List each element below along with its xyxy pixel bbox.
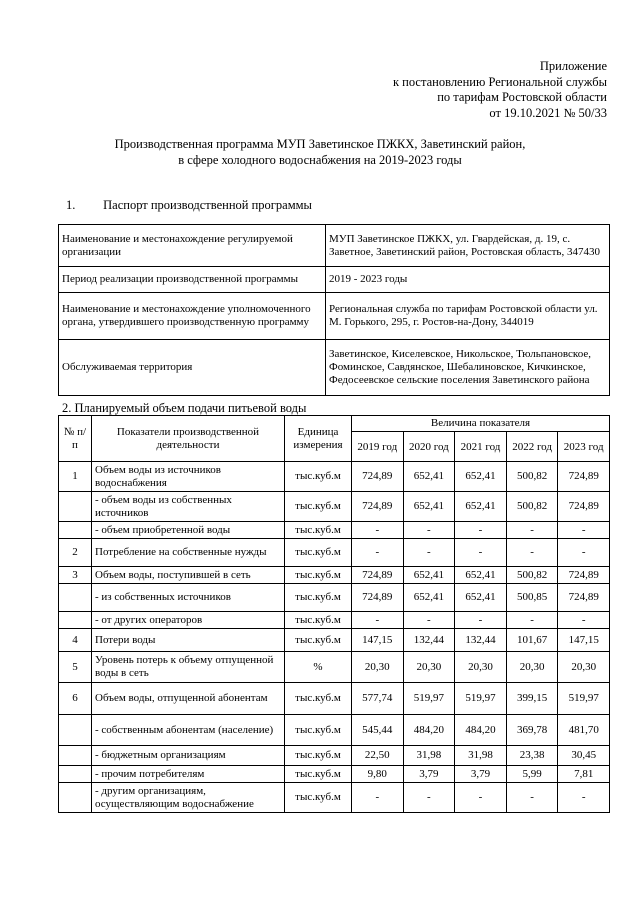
row-value: - <box>403 522 455 539</box>
row-unit: тыс.куб.м <box>285 492 352 522</box>
row-label: - от других операторов <box>92 612 285 629</box>
row-label: - другим организациям, осуществляющим водоснабжение <box>92 783 285 813</box>
row-num: 4 <box>59 629 92 652</box>
annex-line: по тарифам Ростовской области <box>437 90 607 104</box>
row-num <box>59 715 92 746</box>
row-num <box>59 746 92 766</box>
row-value: 5,99 <box>506 766 558 783</box>
passport-key: Наименование и местонахождение регулируемой организации <box>59 225 326 267</box>
row-value: 481,70 <box>558 715 610 746</box>
row-value: 500,82 <box>506 567 558 584</box>
row-value: 724,89 <box>558 492 610 522</box>
header-year: 2020 год <box>403 432 455 462</box>
row-value: 484,20 <box>403 715 455 746</box>
row-value: 652,41 <box>403 462 455 492</box>
row-unit: тыс.куб.м <box>285 683 352 715</box>
row-value: - <box>455 783 507 813</box>
annex-line: Приложение <box>539 59 607 73</box>
table-row <box>59 584 610 612</box>
passport-row <box>59 340 610 396</box>
row-value: 545,44 <box>352 715 404 746</box>
row-num <box>59 766 92 783</box>
annex-block <box>393 59 607 121</box>
row-label: Объем воды, поступившей в сеть <box>92 567 285 584</box>
passport-value: МУП Заветинское ПЖКХ, ул. Гвардейская, д. 19, с. Заветное, Заветинский район, Ростовская область, 347430 <box>326 225 610 267</box>
row-value: 369,78 <box>506 715 558 746</box>
row-value: - <box>352 522 404 539</box>
row-label: - объем воды из собственных источников <box>92 492 285 522</box>
row-value: 20,30 <box>506 652 558 683</box>
row-value: 484,20 <box>455 715 507 746</box>
row-value: 147,15 <box>352 629 404 652</box>
row-value: 724,89 <box>558 567 610 584</box>
table-row <box>59 539 610 567</box>
row-value: 132,44 <box>455 629 507 652</box>
row-label: - прочим потребителям <box>92 766 285 783</box>
row-num: 3 <box>59 567 92 584</box>
passport-value: Заветинское, Киселевское, Никольское, Тюльпановское, Фоминское, Савдянское, Шебалиновское, Кичкинское, Федосеевское сельские поселения Заветинского района <box>326 340 610 396</box>
row-unit: тыс.куб.м <box>285 715 352 746</box>
passport-row <box>59 267 610 293</box>
row-value: 20,30 <box>455 652 507 683</box>
row-value: 519,97 <box>558 683 610 715</box>
row-value: 101,67 <box>506 629 558 652</box>
header-year: 2021 год <box>455 432 507 462</box>
title-line: Производственная программа МУП Заветинское ПЖКХ, Заветинский район, <box>114 137 526 151</box>
row-label: Уровень потерь к объему отпущенной воды в сеть <box>92 652 285 683</box>
row-value: 3,79 <box>455 766 507 783</box>
row-num: 5 <box>59 652 92 683</box>
header-group: Величина показателя <box>352 416 610 432</box>
row-value: - <box>352 612 404 629</box>
row-num <box>59 612 92 629</box>
passport-row <box>59 293 610 340</box>
table-row <box>59 652 610 683</box>
header-year: 2023 год <box>558 432 610 462</box>
section-1-label: Паспорт производственной программы <box>103 198 312 212</box>
row-value: 399,15 <box>506 683 558 715</box>
passport-key: Наименование и местонахождение уполномоченного органа, утвердившего производственную программу <box>59 293 326 340</box>
row-label: Потребление на собственные нужды <box>92 539 285 567</box>
row-value: 22,50 <box>352 746 404 766</box>
annex-line: от 19.10.2021 № 50/33 <box>489 105 607 120</box>
row-unit: тыс.куб.м <box>285 629 352 652</box>
table-row <box>59 783 610 813</box>
header-num: № п/п <box>59 416 92 462</box>
row-value: 652,41 <box>403 492 455 522</box>
row-value: 31,98 <box>455 746 507 766</box>
row-value: 147,15 <box>558 629 610 652</box>
row-num: 6 <box>59 683 92 715</box>
row-num <box>59 584 92 612</box>
row-value: - <box>403 612 455 629</box>
row-label: Потери воды <box>92 629 285 652</box>
row-value: 132,44 <box>403 629 455 652</box>
table-row <box>59 567 610 584</box>
title-line: в сфере холодного водоснабжения на 2019-2023 годы <box>178 152 462 167</box>
row-num: 1 <box>59 462 92 492</box>
row-unit: % <box>285 652 352 683</box>
row-value: 724,89 <box>352 492 404 522</box>
row-value: 31,98 <box>403 746 455 766</box>
table-row <box>59 612 610 629</box>
row-value: 20,30 <box>558 652 610 683</box>
passport-row <box>59 225 610 267</box>
table-row <box>59 683 610 715</box>
row-value: 724,89 <box>352 462 404 492</box>
row-unit: тыс.куб.м <box>285 746 352 766</box>
row-unit: тыс.куб.м <box>285 522 352 539</box>
row-value: - <box>558 783 610 813</box>
row-label: - бюджетным организациям <box>92 746 285 766</box>
row-unit: тыс.куб.м <box>285 539 352 567</box>
row-value: 20,30 <box>403 652 455 683</box>
row-value: 7,81 <box>558 766 610 783</box>
row-value: - <box>352 783 404 813</box>
passport-table <box>58 224 610 396</box>
row-value: - <box>558 612 610 629</box>
header-year: 2022 год <box>506 432 558 462</box>
row-value: - <box>558 539 610 567</box>
row-unit: тыс.куб.м <box>285 766 352 783</box>
row-value: - <box>403 783 455 813</box>
row-label: Объем воды из источников водоснабжения <box>92 462 285 492</box>
row-value: 652,41 <box>455 567 507 584</box>
row-value: 3,79 <box>403 766 455 783</box>
row-value: 20,30 <box>352 652 404 683</box>
row-value: 724,89 <box>558 462 610 492</box>
row-value: 652,41 <box>403 584 455 612</box>
table-row <box>59 766 610 783</box>
passport-key: Период реализации производственной программы <box>59 267 326 293</box>
table-row <box>59 715 610 746</box>
row-unit: тыс.куб.м <box>285 783 352 813</box>
row-value: 724,89 <box>352 567 404 584</box>
row-label: - собственным абонентам (население) <box>92 715 285 746</box>
passport-value: Региональная служба по тарифам Ростовской области ул. М. Горького, 295, г. Ростов-на-Дону, 344019 <box>326 293 610 340</box>
row-value: 519,97 <box>455 683 507 715</box>
row-value: - <box>403 539 455 567</box>
row-value: 652,41 <box>403 567 455 584</box>
row-value: - <box>506 539 558 567</box>
row-value: 724,89 <box>352 584 404 612</box>
document-title <box>0 137 640 168</box>
row-num <box>59 783 92 813</box>
row-value: 30,45 <box>558 746 610 766</box>
passport-value: 2019 - 2023 годы <box>326 267 610 293</box>
row-label: Объем воды, отпущенной абонентам <box>92 683 285 715</box>
row-value: 652,41 <box>455 462 507 492</box>
row-unit: тыс.куб.м <box>285 462 352 492</box>
table-row <box>59 629 610 652</box>
section-1-heading <box>66 198 312 213</box>
row-value: 500,82 <box>506 492 558 522</box>
row-value: 9,80 <box>352 766 404 783</box>
header-name: Показатели производственной деятельности <box>92 416 285 462</box>
volume-table <box>58 415 610 813</box>
row-value: 652,41 <box>455 492 507 522</box>
row-value: - <box>506 783 558 813</box>
row-value: 500,82 <box>506 462 558 492</box>
row-num <box>59 492 92 522</box>
annex-line: к постановлению Региональной службы <box>392 74 607 89</box>
table-row <box>59 462 610 492</box>
row-value: - <box>455 522 507 539</box>
row-num <box>59 522 92 539</box>
row-value: - <box>455 612 507 629</box>
row-value: 519,97 <box>403 683 455 715</box>
row-value: - <box>455 539 507 567</box>
row-value: 724,89 <box>558 584 610 612</box>
passport-key: Обслуживаемая территория <box>59 340 326 396</box>
row-value: 23,38 <box>506 746 558 766</box>
row-value: - <box>506 522 558 539</box>
header-year: 2019 год <box>352 432 404 462</box>
row-value: - <box>506 612 558 629</box>
row-value: 500,85 <box>506 584 558 612</box>
row-unit: тыс.куб.м <box>285 584 352 612</box>
table-row <box>59 492 610 522</box>
section-2-heading: 2. Планируемый объем подачи питьевой воды <box>62 401 307 415</box>
row-label: - из собственных источников <box>92 584 285 612</box>
row-value: 577,74 <box>352 683 404 715</box>
row-value: - <box>558 522 610 539</box>
header-unit: Единица измерения <box>285 416 352 462</box>
row-value: 652,41 <box>455 584 507 612</box>
row-value: - <box>352 539 404 567</box>
table-row <box>59 746 610 766</box>
row-unit: тыс.куб.м <box>285 612 352 629</box>
header-row <box>59 416 610 432</box>
table-row <box>59 522 610 539</box>
section-1-number: 1. <box>66 198 76 212</box>
row-unit: тыс.куб.м <box>285 567 352 584</box>
row-label: - объем приобретенной воды <box>92 522 285 539</box>
row-num: 2 <box>59 539 92 567</box>
